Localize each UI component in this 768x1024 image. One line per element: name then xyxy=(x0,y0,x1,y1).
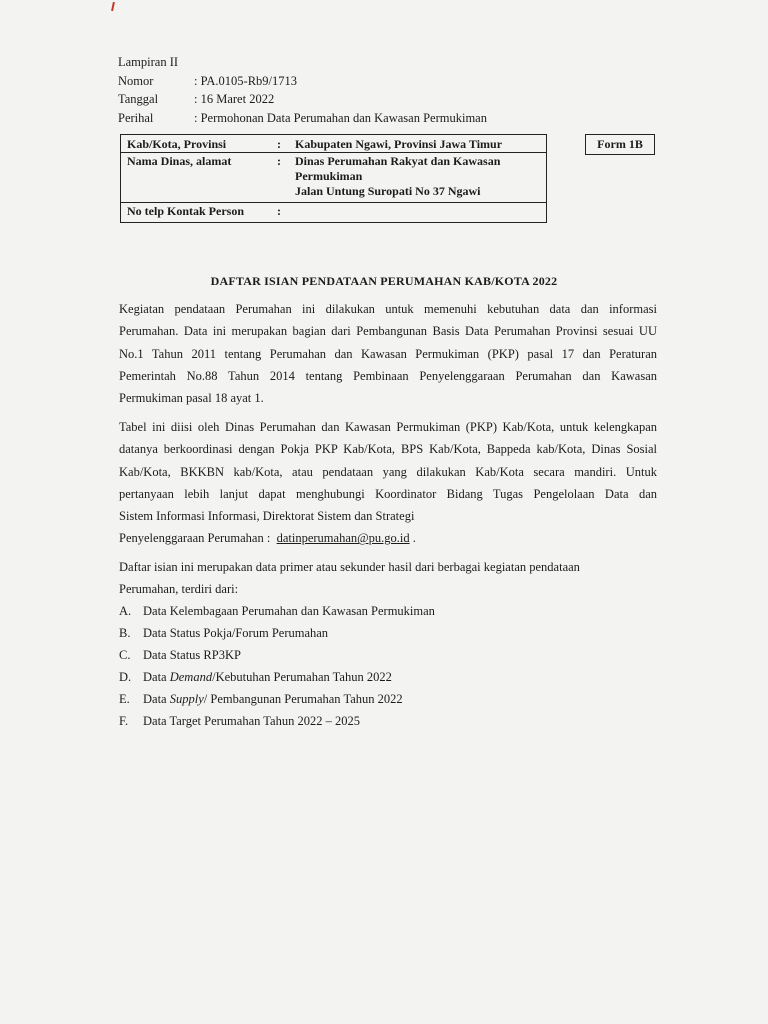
list-letter: D. xyxy=(119,670,132,684)
list-text-part: Data Status Pokja/Forum Perumahan xyxy=(143,626,329,640)
list-letter: E. xyxy=(119,692,130,706)
list-text xyxy=(143,666,392,688)
list-item xyxy=(119,688,435,710)
list-text-part: / Pembangunan Perumahan Tahun 2022 xyxy=(203,692,403,706)
list-text-part: /Kebutuhan Perumahan Tahun 2022 xyxy=(212,670,392,684)
info-colon: : xyxy=(277,154,281,168)
list-item xyxy=(119,710,435,732)
list-item xyxy=(119,644,435,666)
email-link[interactable]: datinperumahan@pu.go.id xyxy=(276,531,410,546)
info-key: No telp Kontak Person xyxy=(127,204,244,218)
meta-row-perihal xyxy=(118,109,487,128)
text-line: Kegiatan pendataan Perumahan ini dilakukan untuk memenuhi kebutuhan data dan informasi xyxy=(119,302,657,316)
paragraph-list-intro xyxy=(119,556,619,600)
info-colon: : xyxy=(277,204,281,218)
meta-value: : Permohonan Data Perumahan dan Kawasan Permukiman xyxy=(194,110,487,125)
text-line-email xyxy=(119,527,657,549)
list-letter: B. xyxy=(119,626,131,640)
text-line: Sistem Informasi Informasi, Direktorat Sistem dan Strategi xyxy=(119,509,415,524)
text-line: Perumahan, terdiri dari: xyxy=(119,582,239,596)
list-item xyxy=(119,600,435,622)
info-value-line: Jalan Untung Suropati No 37 Ngawi xyxy=(295,184,481,198)
list-text-part: Data xyxy=(143,692,170,706)
info-row-telp xyxy=(127,204,542,219)
text-line: Permukiman pasal 18 ayat 1. xyxy=(119,391,264,406)
list-text-italic: Supply xyxy=(169,692,204,706)
text-line: Pemerintah No.88 Tahun 2014 tentang Pembinaan Penyelenggaraan Perumahan dan Kawasan xyxy=(119,368,657,383)
email-suffix: . xyxy=(412,531,416,546)
text-line: No.1 Tahun 2011 tentang Perumahan dan Kawasan Permukiman (PKP) pasal 17 dan Peraturan xyxy=(119,346,657,361)
text-line: Tabel ini diisi oleh Dinas Perumahan dan Kawasan Permukiman (PKP) Kab/Kota, untuk kelengkapan xyxy=(119,420,657,434)
table-divider xyxy=(121,152,546,153)
form-label: Form 1B xyxy=(585,134,655,155)
info-value: Kabupaten Ngawi, Provinsi Jawa Timur xyxy=(295,137,503,151)
list-text xyxy=(143,710,360,732)
list-text-part: Data Target Perumahan Tahun 2022 – 2025 xyxy=(143,714,360,728)
info-value xyxy=(295,204,542,219)
info-value xyxy=(295,154,542,199)
list-text xyxy=(143,688,403,710)
table-divider xyxy=(121,202,546,203)
list-text-part: Data xyxy=(143,670,170,684)
info-key: Kab/Kota, Provinsi xyxy=(127,137,227,151)
text-line: Kab/Kota, BKKBN kab/Kota, atau pendataan yang dilakukan Kab/Kota secara mandiri. Untuk xyxy=(119,464,657,479)
list-text-part: Data Kelembagaan Perumahan dan Kawasan Permukiman xyxy=(143,604,435,618)
document-title: DAFTAR ISIAN PENDATAAN PERUMAHAN KAB/KOTA 2022 xyxy=(210,274,558,288)
lampiran-label: Lampiran II xyxy=(118,55,179,69)
list-item xyxy=(119,622,435,644)
info-key: Nama Dinas, alamat xyxy=(127,154,232,168)
info-table xyxy=(120,134,547,223)
list-text xyxy=(143,600,435,622)
paragraph-intro xyxy=(119,298,657,409)
list-text xyxy=(143,644,241,666)
red-pen-mark xyxy=(111,2,115,11)
list-letter: A. xyxy=(119,604,132,618)
info-row-kabkota xyxy=(127,137,542,152)
email-prefix: Penyelenggaraan Perumahan : xyxy=(119,531,271,546)
meta-value: : 16 Maret 2022 xyxy=(194,92,275,106)
paragraph-contact xyxy=(119,416,657,550)
info-value-line: Dinas Perumahan Rakyat dan Kawasan xyxy=(295,154,501,168)
list-letter: F. xyxy=(119,714,129,728)
text-line: pertanyaan lebih lanjut dapat menghubungi Koordinator Bidang Tugas Pengelolaan Data dan xyxy=(119,486,657,501)
info-row-dinas xyxy=(127,154,542,199)
meta-key: Tanggal xyxy=(118,92,159,106)
meta-row-nomor xyxy=(118,72,487,91)
letter-reference xyxy=(118,53,487,127)
list-item xyxy=(119,666,435,688)
list-text xyxy=(143,622,328,644)
text-line: datanya berkoordinasi dengan Pokja PKP Kab/Kota, BPS Kab/Kota, Bappeda kab/Kota, Dinas Sosial xyxy=(119,442,657,457)
text-line: Perumahan. Data ini merupakan bagian dari Pembangunan Basis Data Perumahan Provinsi sesuai UU xyxy=(119,324,657,339)
list-text-part: Data Status RP3KP xyxy=(143,648,241,662)
data-list xyxy=(119,600,435,732)
info-colon: : xyxy=(277,137,281,151)
meta-row-tanggal xyxy=(118,90,487,109)
meta-key: Nomor xyxy=(118,73,154,88)
text-line: Daftar isian ini merupakan data primer atau sekunder hasil dari berbagai kegiatan pendataan xyxy=(119,560,580,574)
meta-value: : PA.0105-Rb9/1713 xyxy=(194,73,298,88)
list-text-italic: Demand xyxy=(169,670,213,684)
meta-key: Perihal xyxy=(118,110,154,125)
info-value-line: Permukiman xyxy=(295,169,363,183)
list-letter: C. xyxy=(119,648,131,662)
